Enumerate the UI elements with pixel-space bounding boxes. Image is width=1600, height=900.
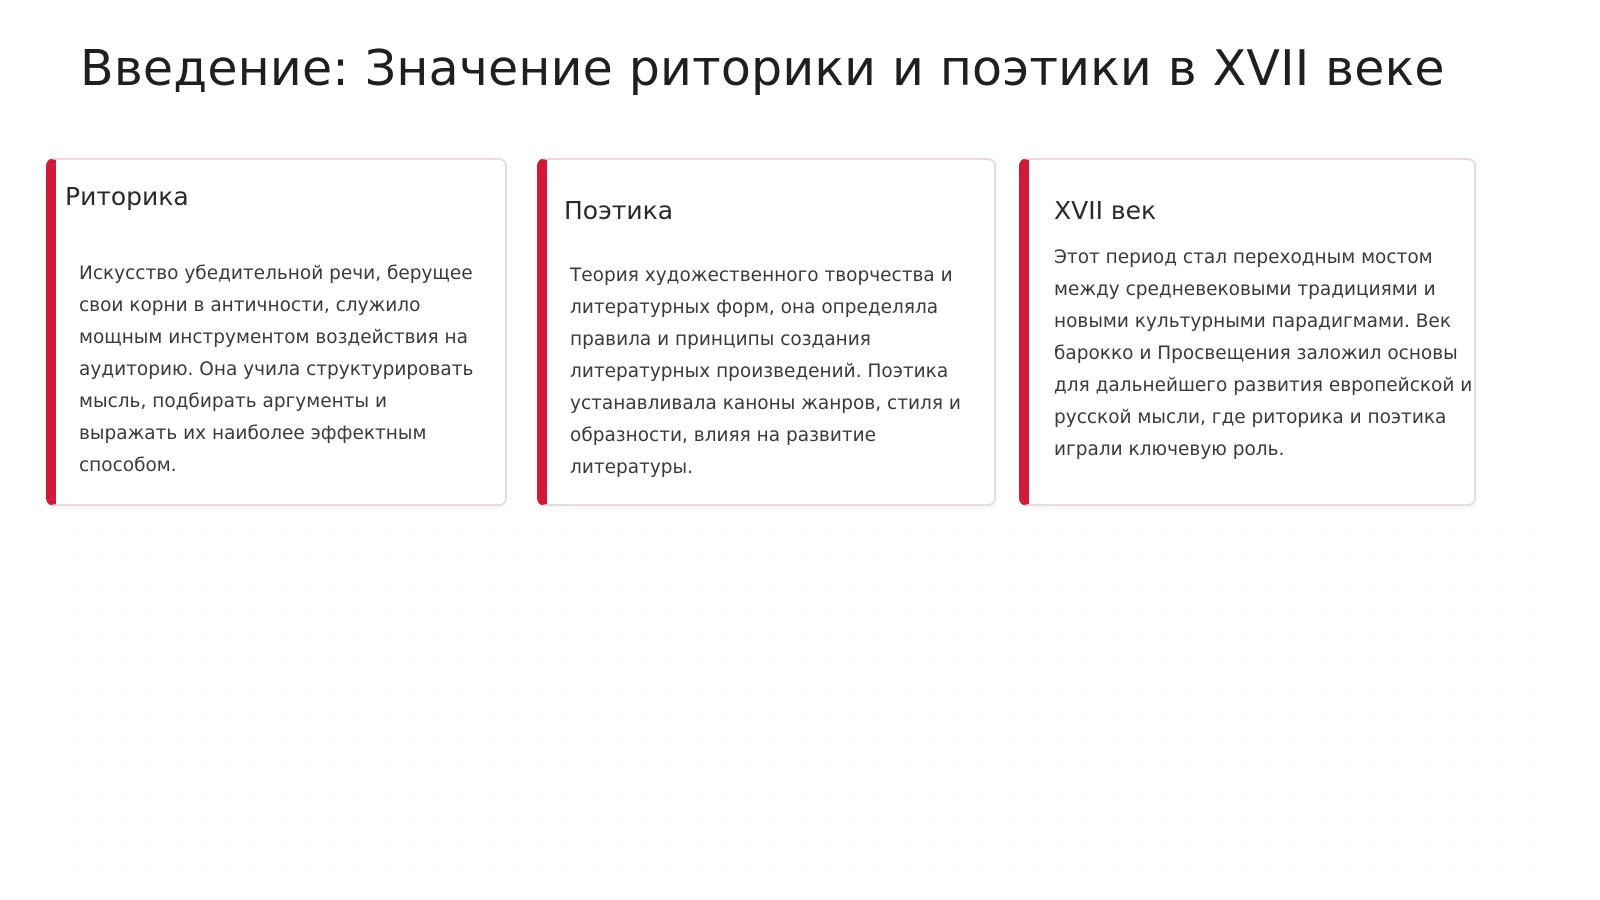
- card-text: Этот период стал переходным мостом между средневековыми традициями и новыми культурными парадигмами. Век барокко и Просвещения заложил основы для дальнейшего развития европейской и русской мысли, где риторика и поэтика играли ключевую роль.: [1054, 247, 1473, 460]
- card-heading: XVII век: [1054, 196, 1157, 225]
- background-dot-pattern: [60, 520, 1540, 890]
- card-poetics: [537, 158, 996, 506]
- card-rhetoric: [46, 158, 507, 506]
- card-text: Искусство убедительной речи, берущее свои корни в античности, служило мощным инструментом воздействия на аудиторию. Она учила структурировать мысль, подбирать аргументы и выражать их наиболее эффектным способом.: [79, 263, 474, 476]
- slide-title: Введение: Значение риторики и поэтики в XVII веке: [80, 40, 1445, 97]
- card-17th-century: [1019, 158, 1476, 506]
- card-text: Теория художественного творчества и литературных форм, она определяла правила и принципы создания литературных произведений. Поэтика устанавливала каноны жанров, стиля и образности, влияя на развитие литературы.: [570, 265, 961, 478]
- card-heading: Риторика: [65, 182, 189, 211]
- card-heading: Поэтика: [564, 196, 674, 225]
